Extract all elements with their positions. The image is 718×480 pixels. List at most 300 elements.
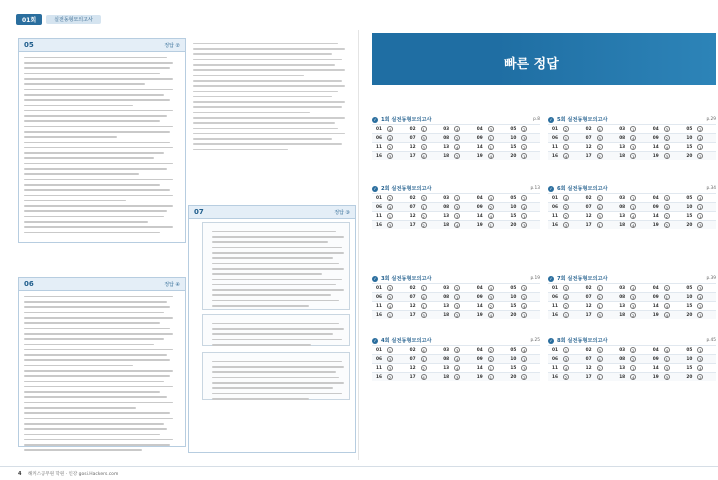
question-number: 02 <box>409 126 416 132</box>
question-number: 06 <box>376 135 382 141</box>
answer-cell <box>582 204 616 210</box>
answer-choice: 3 <box>523 285 526 291</box>
answer-choice: 2 <box>388 374 392 380</box>
answer-cell <box>682 195 716 201</box>
answer-choice: 2 <box>564 213 568 219</box>
answer-choice: 3 <box>523 365 526 371</box>
question-number: 04 <box>652 285 659 291</box>
answer-group-title: 2회 실전동형모의고사 <box>381 186 432 192</box>
answer-choice: 2 <box>699 303 702 309</box>
answer-choice: 3 <box>455 213 459 219</box>
answer-cell <box>372 365 406 371</box>
check-icon: ✓ <box>373 338 377 343</box>
answer-choice: 3 <box>455 347 459 353</box>
answer-cell <box>439 222 473 228</box>
answer-cell <box>406 347 440 353</box>
answer-cell <box>473 135 507 141</box>
answer-cell <box>439 365 473 371</box>
answer-row <box>548 363 716 372</box>
answer-cell <box>582 153 616 159</box>
answer-choice: 2 <box>523 144 526 150</box>
answer-choice: 1 <box>631 204 635 210</box>
question-number: 13 <box>443 303 450 309</box>
answer-cell <box>506 126 540 132</box>
answer-row <box>372 363 540 372</box>
answer-choice: 1 <box>422 126 425 132</box>
question-number: 11 <box>376 144 382 150</box>
question-number: 04 <box>476 347 483 353</box>
answer-choice: 4 <box>489 195 492 201</box>
answer-choice: 2 <box>523 126 526 132</box>
question-number: 12 <box>409 303 416 309</box>
answer-choice: 2 <box>564 303 568 309</box>
answer-cell <box>506 195 540 201</box>
answer-row <box>372 292 540 301</box>
answer-cell <box>615 374 649 380</box>
answer-choice: 3 <box>388 365 392 371</box>
answer-cell <box>649 213 683 219</box>
answer-choice: 3 <box>388 285 392 291</box>
answer-choice: 2 <box>598 195 601 201</box>
answer-cell <box>649 312 683 318</box>
answer-choice: 3 <box>598 347 601 353</box>
answer-choice: 2 <box>455 153 459 159</box>
question-number: 08 <box>619 135 626 141</box>
answer-choice: 4 <box>388 135 392 141</box>
question-number: 05 <box>510 126 517 132</box>
question-number: 05 <box>24 41 34 49</box>
question-number: 20 <box>686 312 693 318</box>
explanation-text <box>19 291 185 453</box>
answer-cell <box>406 303 440 309</box>
answer-cell <box>506 347 540 353</box>
answer-choice: 3 <box>388 356 392 362</box>
answer-cell <box>372 204 406 210</box>
answer-choice: 4 <box>455 222 459 228</box>
answer-cell <box>615 195 649 201</box>
answer-choice: 3 <box>564 222 568 228</box>
answer-cell <box>582 126 616 132</box>
question-number: 06 <box>376 204 382 210</box>
text-line <box>207 342 345 347</box>
question-number: 03 <box>443 347 450 353</box>
question-number: 18 <box>619 374 626 380</box>
answer-cell <box>649 195 683 201</box>
answer-cell <box>615 213 649 219</box>
question-header <box>189 206 355 219</box>
question-number: 11 <box>552 303 558 309</box>
question-number: 10 <box>510 294 517 300</box>
question-number: 13 <box>619 213 626 219</box>
question-number: 11 <box>552 144 558 150</box>
answer-choice: 3 <box>699 222 702 228</box>
question-number: 20 <box>510 222 517 228</box>
answer-choice: 4 <box>455 144 459 150</box>
question-number: 06 <box>552 204 558 210</box>
answer-cell <box>582 222 616 228</box>
answer-cell <box>548 312 582 318</box>
answer-cell <box>372 285 406 291</box>
question-number: 13 <box>619 365 626 371</box>
answer-row <box>548 310 716 319</box>
question-number: 17 <box>585 312 592 318</box>
answer-cell <box>506 312 540 318</box>
answer-cell <box>582 213 616 219</box>
question-number: 15 <box>510 144 517 150</box>
column-divider <box>358 30 359 460</box>
answer-choice: 4 <box>388 204 392 210</box>
answer-cell <box>548 213 582 219</box>
answer-cell <box>372 347 406 353</box>
answer-choice: 3 <box>523 135 526 141</box>
answer-cell <box>439 347 473 353</box>
answer-cell <box>682 294 716 300</box>
answer-choice: 1 <box>388 312 392 318</box>
question-number: 12 <box>585 213 592 219</box>
answer-choice: 2 <box>631 356 635 362</box>
question-number: 16 <box>376 153 382 159</box>
question-number: 01 <box>376 195 382 201</box>
explanation-text <box>188 38 356 152</box>
check-icon: ✓ <box>549 338 553 343</box>
answer-choice: 3 <box>422 135 425 141</box>
answer-choice: 3 <box>564 285 568 291</box>
answer-cell <box>473 153 507 159</box>
answer-choice: 3 <box>631 303 635 309</box>
answer-choice: 1 <box>422 356 425 362</box>
question-number: 15 <box>510 213 517 219</box>
answer-group-title: 1회 실전동형모의고사 <box>381 117 432 123</box>
question-number: 18 <box>619 153 626 159</box>
answer-cell <box>439 135 473 141</box>
question-number: 16 <box>552 153 558 159</box>
answer-choice: 3 <box>665 204 668 210</box>
answer-group-title: 6회 실전동형모의고사 <box>557 186 608 192</box>
question-number: 14 <box>652 303 659 309</box>
answer-cell <box>582 144 616 150</box>
answer-cell <box>649 153 683 159</box>
answer-cell <box>372 144 406 150</box>
answer-cell <box>372 303 406 309</box>
question-number: 03 <box>619 285 626 291</box>
question-number: 05 <box>510 285 517 291</box>
question-number: 11 <box>552 213 558 219</box>
question-number: 12 <box>409 144 416 150</box>
answer-choice: 3 <box>388 153 392 159</box>
answer-cell <box>649 126 683 132</box>
question-number: 16 <box>376 312 382 318</box>
question-number: 17 <box>409 222 416 228</box>
answer-row <box>372 310 540 319</box>
answer-choice: 1 <box>523 312 526 318</box>
question-number: 19 <box>652 153 659 159</box>
answer-choice: 1 <box>598 222 601 228</box>
answer-group-page: p.39 <box>706 276 716 281</box>
answer-cell <box>473 204 507 210</box>
answer-group-page: p.19 <box>530 276 540 281</box>
question-number: 01 <box>376 285 382 291</box>
answer-choice: 2 <box>665 135 668 141</box>
answer-cell <box>506 285 540 291</box>
answer-cell <box>506 356 540 362</box>
answer-cell <box>406 153 440 159</box>
answer-cell <box>473 213 507 219</box>
answer-choice: 3 <box>631 294 635 300</box>
question-number: 15 <box>510 365 517 371</box>
answer-choice: 1 <box>523 356 526 362</box>
answer-choice: 2 <box>598 153 601 159</box>
text-line <box>19 230 185 235</box>
answer-cell <box>372 135 406 141</box>
answer-cell <box>506 294 540 300</box>
answer-choice: 1 <box>699 347 702 353</box>
answer-cell <box>372 195 406 201</box>
answer-choice: 2 <box>564 204 568 210</box>
answer-choice: 4 <box>455 365 459 371</box>
answer-group-title: 8회 실전동형모의고사 <box>557 338 608 344</box>
answer-cell <box>548 303 582 309</box>
answer-choice: 1 <box>455 195 459 201</box>
answer-choice: 2 <box>523 374 526 380</box>
question-number: 01 <box>376 347 382 353</box>
answer-cell <box>682 365 716 371</box>
answer-choice: 1 <box>489 222 492 228</box>
answer-choice: 2 <box>489 303 492 309</box>
question-number: 12 <box>585 365 592 371</box>
question-number: 15 <box>686 144 693 150</box>
answer-choice: 2 <box>489 347 492 353</box>
answer-cell <box>473 126 507 132</box>
check-icon: ✓ <box>373 117 377 122</box>
question-number: 09 <box>652 135 659 141</box>
question-number: 02 <box>585 195 592 201</box>
answer-choice: 4 <box>598 204 601 210</box>
question-number: 20 <box>510 153 517 159</box>
question-number: 17 <box>585 153 592 159</box>
question-number: 17 <box>409 153 416 159</box>
answer-choice: 2 <box>631 312 635 318</box>
answer-cell <box>649 285 683 291</box>
question-number: 05 <box>686 126 693 132</box>
question-number: 01 <box>552 285 558 291</box>
answer-choice: 4 <box>631 135 635 141</box>
answer-group-page: p.29 <box>706 117 716 122</box>
question-number: 06 <box>376 356 382 362</box>
question-number: 13 <box>443 365 450 371</box>
answer-choice: 3 <box>631 144 635 150</box>
answer-group <box>372 336 540 381</box>
explanation-text <box>19 52 185 235</box>
answer-choice: 4 <box>523 303 526 309</box>
question-number: 09 <box>652 294 659 300</box>
answer-group-header <box>372 184 540 193</box>
answers-title: 빠른 정답 <box>504 57 559 72</box>
question-number: 10 <box>686 204 693 210</box>
answer-group-title: 7회 실전동형모의고사 <box>557 276 608 282</box>
answer-cell <box>372 374 406 380</box>
answer-choice: 4 <box>489 153 492 159</box>
question-number: 14 <box>652 144 659 150</box>
answer-cell <box>682 303 716 309</box>
question-number: 02 <box>585 126 592 132</box>
answer-choice: 4 <box>523 347 526 353</box>
answer-cell <box>406 365 440 371</box>
question-number: 14 <box>476 144 483 150</box>
answer-choice: 4 <box>422 374 425 380</box>
question-number: 09 <box>476 294 483 300</box>
question-number: 04 <box>476 285 483 291</box>
question-number: 03 <box>619 126 626 132</box>
answer-choice: 4 <box>388 303 392 309</box>
answer-row <box>372 301 540 310</box>
answer-cell <box>615 303 649 309</box>
answer-choice: 2 <box>422 213 425 219</box>
question-number: 01 <box>552 347 558 353</box>
answer-cell <box>682 222 716 228</box>
question-number: 19 <box>652 374 659 380</box>
question-number: 07 <box>409 135 416 141</box>
check-icon: ✓ <box>549 117 553 122</box>
answer-choice: 1 <box>564 135 568 141</box>
answer-cell <box>615 312 649 318</box>
answer-choice: 4 <box>523 204 526 210</box>
answer-group <box>548 184 716 229</box>
question-number: 01 <box>376 126 382 132</box>
answer-choice: 2 <box>422 222 425 228</box>
question-number: 19 <box>652 222 659 228</box>
answer-choice: 3 <box>665 153 668 159</box>
answer-choice: 1 <box>631 195 635 201</box>
answer-choice: 2 <box>388 294 392 300</box>
answer-choice: 4 <box>489 285 492 291</box>
question-number: 20 <box>510 312 517 318</box>
answer-choice: 1 <box>631 126 635 132</box>
answer-group-header <box>548 115 716 124</box>
section-number: 01회 <box>16 14 42 25</box>
answer-row <box>372 211 540 220</box>
answer-choice: 2 <box>489 356 492 362</box>
answer-cell <box>406 374 440 380</box>
middle-text-column <box>188 38 356 188</box>
question-number: 15 <box>686 303 693 309</box>
question-number: 06 <box>552 294 558 300</box>
answer-cell <box>548 374 582 380</box>
question-number: 17 <box>409 312 416 318</box>
answer-cell <box>582 347 616 353</box>
answer-choice: 2 <box>598 365 601 371</box>
answer-cell <box>506 303 540 309</box>
question-number: 10 <box>686 356 693 362</box>
law-excerpt-box-1 <box>202 222 350 310</box>
question-number: 11 <box>376 303 382 309</box>
question-number: 04 <box>652 195 659 201</box>
page-header <box>0 0 718 28</box>
answer-row <box>372 193 540 202</box>
question-number: 06 <box>376 294 382 300</box>
question-number: 10 <box>686 294 693 300</box>
answer-row <box>372 283 540 292</box>
question-number: 16 <box>552 374 558 380</box>
answer-choice: 3 <box>422 312 425 318</box>
answer-group-header <box>372 274 540 283</box>
answer-label: 정답 ④ <box>164 282 180 288</box>
answer-cell <box>372 356 406 362</box>
answer-cell <box>439 153 473 159</box>
answer-choice: 3 <box>422 144 425 150</box>
answer-choice: 4 <box>489 312 492 318</box>
answer-choice: 2 <box>455 312 459 318</box>
question-number: 19 <box>476 374 483 380</box>
answer-group-page: p.25 <box>530 338 540 343</box>
question-number: 03 <box>443 285 450 291</box>
question-panel-05 <box>18 38 186 243</box>
question-number: 14 <box>476 303 483 309</box>
answer-cell <box>548 153 582 159</box>
answer-cell <box>682 204 716 210</box>
answer-cell <box>473 303 507 309</box>
question-number: 13 <box>443 213 450 219</box>
answer-cell <box>406 213 440 219</box>
answer-cell <box>582 374 616 380</box>
answer-group <box>548 336 716 381</box>
answer-choice: 1 <box>564 312 568 318</box>
answer-cell <box>548 356 582 362</box>
question-number: 20 <box>686 222 693 228</box>
answer-cell <box>439 285 473 291</box>
answer-choice: 4 <box>631 222 635 228</box>
answer-cell <box>582 356 616 362</box>
question-number: 09 <box>652 204 659 210</box>
answer-choice: 1 <box>523 213 526 219</box>
check-icon: ✓ <box>373 276 377 281</box>
answer-row <box>548 151 716 160</box>
answer-group-header <box>548 274 716 283</box>
answer-cell <box>406 144 440 150</box>
answer-choice: 1 <box>489 144 492 150</box>
question-number: 06 <box>552 135 558 141</box>
answer-group-page: p.13 <box>530 186 540 191</box>
answer-choice: 1 <box>598 285 601 291</box>
question-number: 03 <box>443 126 450 132</box>
question-number: 15 <box>686 365 693 371</box>
answer-choice: 4 <box>631 285 635 291</box>
answer-choice: 2 <box>388 144 392 150</box>
answer-cell <box>582 294 616 300</box>
answer-choice: 2 <box>455 135 459 141</box>
answer-cell <box>649 144 683 150</box>
question-number: 01 <box>552 195 558 201</box>
check-icon: ✓ <box>549 276 553 281</box>
answer-choice: 3 <box>598 213 601 219</box>
answer-choice: 4 <box>665 347 668 353</box>
answer-cell <box>548 294 582 300</box>
answer-cell <box>582 135 616 141</box>
answer-choice: 3 <box>489 294 492 300</box>
question-number: 18 <box>619 312 626 318</box>
answer-cell <box>649 365 683 371</box>
answer-choice: 4 <box>665 303 668 309</box>
answer-choice: 3 <box>699 285 702 291</box>
answer-choice: 3 <box>598 135 601 141</box>
answer-choice: 4 <box>665 312 668 318</box>
answer-row <box>372 220 540 229</box>
answer-choice: 4 <box>699 135 702 141</box>
question-number: 09 <box>652 356 659 362</box>
answer-row <box>548 354 716 363</box>
answer-choice: 3 <box>455 374 459 380</box>
answer-choice: 1 <box>489 365 492 371</box>
question-number: 14 <box>652 365 659 371</box>
